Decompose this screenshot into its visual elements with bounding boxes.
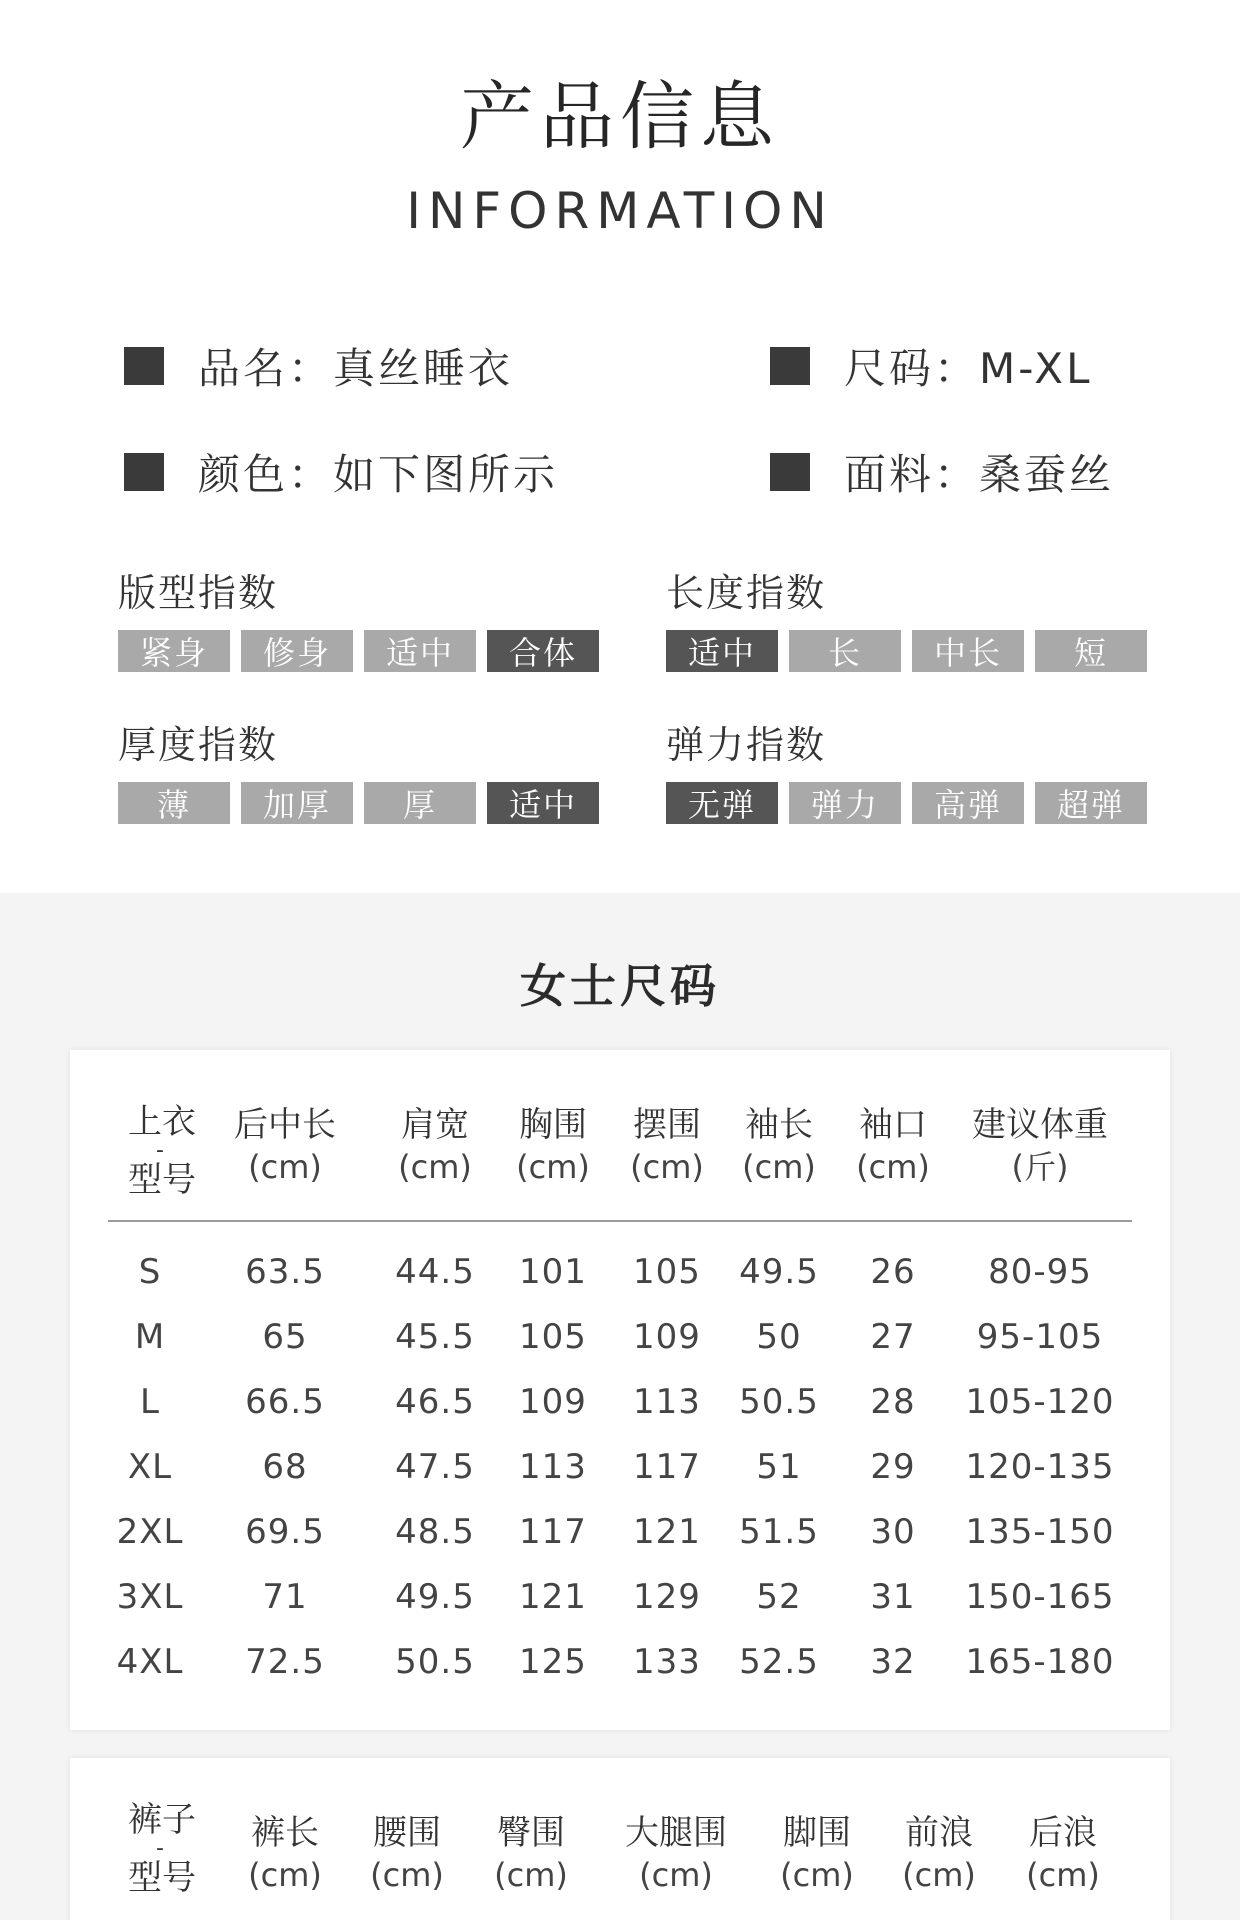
col-header-name: 肩宽: [401, 1105, 469, 1145]
index-chip: 薄: [118, 782, 230, 824]
col-header: [488, 1104, 618, 1188]
col-header: [596, 1812, 756, 1896]
index-chip: 弹力: [789, 782, 901, 824]
size-label-cell: XL: [127, 1447, 173, 1487]
index-chip: 修身: [241, 630, 353, 672]
col-header-unit: (cm): [856, 1148, 930, 1186]
col-header-name: 后浪: [1029, 1813, 1097, 1853]
square-bullet-icon: [770, 453, 810, 491]
col-header-unit: (cm): [902, 1856, 976, 1894]
info-item-label: 颜色：如下图所示: [198, 450, 559, 499]
col-header: [828, 1104, 958, 1188]
table-cell: 51: [756, 1447, 802, 1487]
table-cell: 69.5: [245, 1512, 325, 1552]
col-header-name: 前浪: [905, 1813, 973, 1853]
col-header-name: 摆围: [633, 1105, 701, 1145]
index-chip: 超弹: [1035, 782, 1147, 824]
table-cell: 49.5: [395, 1577, 475, 1617]
table-cell: 117: [519, 1512, 587, 1552]
table-cell: 117: [633, 1447, 701, 1487]
table-cell: 65: [262, 1317, 308, 1357]
size-section-title: 女士尺码: [520, 959, 720, 1013]
length-index-chips: [666, 630, 1147, 672]
col-header: [874, 1812, 1004, 1896]
table-cell: 113: [633, 1382, 701, 1422]
length-index-title: 长度指数: [666, 571, 827, 615]
info-item-label: 品名：真丝睡衣: [198, 344, 514, 393]
size-label-cell: S: [138, 1252, 162, 1292]
header-dash: -: [156, 1836, 164, 1861]
table-cell: 46.5: [395, 1382, 475, 1422]
table-cell: 50.5: [395, 1642, 475, 1682]
size-label-cell: 3XL: [116, 1577, 184, 1617]
col-header-unit: (cm): [248, 1856, 322, 1894]
col-header: [220, 1812, 350, 1896]
col-header-name: 后中长: [234, 1105, 336, 1145]
size-label-cell: L: [140, 1382, 160, 1422]
header-divider: [108, 1220, 1132, 1222]
header-line: 型号: [128, 1858, 196, 1898]
header-line: 上衣: [128, 1102, 196, 1142]
table-row: [70, 1240, 1170, 1304]
table-cell: 121: [519, 1577, 587, 1617]
table-cell: 105: [519, 1317, 587, 1357]
col-header-name: 建议体重: [972, 1105, 1108, 1145]
fit-index-chips: [118, 630, 599, 672]
col-header-name: 袖口: [859, 1105, 927, 1145]
table-cell: 105: [633, 1252, 701, 1292]
table-cell: 48.5: [395, 1512, 475, 1552]
table-cell: 50: [756, 1317, 802, 1357]
page-subtitle: INFORMATION: [406, 182, 834, 240]
col-header-unit: (cm): [516, 1148, 590, 1186]
col-header-name: 裤长: [251, 1813, 319, 1853]
fit-index-title: 版型指数: [118, 571, 279, 615]
table-cell: 72.5: [245, 1642, 325, 1682]
col-header-name: 脚围: [783, 1813, 851, 1853]
pants-table-first-header: [128, 1796, 196, 1902]
col-header-name: 大腿围: [625, 1813, 727, 1853]
elasticity-index-title: 弹力指数: [666, 723, 827, 767]
table-cell: 129: [633, 1577, 701, 1617]
col-header: [714, 1104, 844, 1188]
info-item-label: 尺码：M-XL: [844, 344, 1093, 393]
top-table-first-header: [128, 1098, 196, 1204]
col-header: [466, 1812, 596, 1896]
table-cell: 109: [519, 1382, 587, 1422]
table-cell: 66.5: [245, 1382, 325, 1422]
col-header-unit: (cm): [742, 1148, 816, 1186]
table-cell: 150-165: [965, 1577, 1115, 1617]
index-chip: 适中: [364, 630, 476, 672]
table-cell: 68: [262, 1447, 308, 1487]
info-item-size: [770, 336, 1092, 396]
col-header-name: 腰围: [373, 1813, 441, 1853]
size-label-cell: M: [134, 1317, 166, 1357]
table-cell: 28: [870, 1382, 916, 1422]
table-cell: 165-180: [965, 1642, 1115, 1682]
table-cell: 95-105: [976, 1317, 1104, 1357]
header-dash: -: [156, 1138, 164, 1163]
table-cell: 29: [870, 1447, 916, 1487]
col-header-unit: (cm): [630, 1148, 704, 1186]
col-header: [602, 1104, 732, 1188]
table-cell: 109: [633, 1317, 701, 1357]
col-header-name: 袖长: [745, 1105, 813, 1145]
table-cell: 52: [756, 1577, 802, 1617]
col-header-unit: (cm): [639, 1856, 713, 1894]
col-header: [370, 1104, 500, 1188]
table-row: [70, 1565, 1170, 1629]
index-chip-selected: 无弹: [666, 782, 778, 824]
table-cell: 50.5: [739, 1382, 819, 1422]
index-chip: 中长: [912, 630, 1024, 672]
index-chip-selected: 适中: [666, 630, 778, 672]
col-header-unit: (cm): [398, 1148, 472, 1186]
col-header-name: 臀围: [497, 1813, 565, 1853]
table-cell: 51.5: [739, 1512, 819, 1552]
thickness-index-chips: [118, 782, 599, 824]
header-line: 裤子: [128, 1800, 196, 1840]
pants-size-table: [70, 1758, 1170, 1920]
col-header-name: 胸围: [519, 1105, 587, 1145]
table-cell: 125: [519, 1642, 587, 1682]
col-header: [998, 1812, 1128, 1896]
col-header: [752, 1812, 882, 1896]
info-item-name: [124, 336, 513, 396]
thickness-index-title: 厚度指数: [118, 723, 279, 767]
table-cell: 80-95: [988, 1252, 1092, 1292]
table-cell: 30: [870, 1512, 916, 1552]
table-cell: 113: [519, 1447, 587, 1487]
col-header-unit: (斤): [1011, 1148, 1069, 1186]
table-cell: 120-135: [965, 1447, 1115, 1487]
table-cell: 44.5: [395, 1252, 475, 1292]
table-row: [70, 1370, 1170, 1434]
table-cell: 135-150: [965, 1512, 1115, 1552]
col-header-unit: (cm): [780, 1856, 854, 1894]
table-row: [70, 1500, 1170, 1564]
square-bullet-icon: [124, 347, 164, 385]
top-size-table: [70, 1050, 1170, 1730]
col-header-unit: (cm): [248, 1148, 322, 1186]
index-chip-selected: 适中: [487, 782, 599, 824]
index-chip: 长: [789, 630, 901, 672]
page-title: 产品信息: [460, 74, 780, 160]
index-chip-selected: 合体: [487, 630, 599, 672]
elasticity-index-chips: [666, 782, 1147, 824]
table-cell: 49.5: [739, 1252, 819, 1292]
col-header: [950, 1104, 1130, 1188]
info-item-color: [124, 442, 558, 502]
table-cell: 26: [870, 1252, 916, 1292]
table-row: [70, 1630, 1170, 1694]
index-chip: 紧身: [118, 630, 230, 672]
table-cell: 101: [519, 1252, 587, 1292]
table-cell: 32: [870, 1642, 916, 1682]
col-header-unit: (cm): [370, 1856, 444, 1894]
table-cell: 52.5: [739, 1642, 819, 1682]
table-cell: 63.5: [245, 1252, 325, 1292]
header-line: 型号: [128, 1160, 196, 1200]
table-cell: 105-120: [965, 1382, 1115, 1422]
col-header: [342, 1812, 472, 1896]
size-label-cell: 4XL: [116, 1642, 184, 1682]
index-chip: 短: [1035, 630, 1147, 672]
info-item-label: 面料：桑蚕丝: [844, 450, 1115, 499]
table-cell: 47.5: [395, 1447, 475, 1487]
table-cell: 71: [262, 1577, 308, 1617]
square-bullet-icon: [770, 347, 810, 385]
index-chip: 厚: [364, 782, 476, 824]
square-bullet-icon: [124, 453, 164, 491]
col-header-unit: (cm): [494, 1856, 568, 1894]
col-header-unit: (cm): [1026, 1856, 1100, 1894]
info-item-fabric: [770, 442, 1114, 502]
table-cell: 121: [633, 1512, 701, 1552]
index-chip: 高弹: [912, 782, 1024, 824]
table-row: [70, 1435, 1170, 1499]
table-cell: 45.5: [395, 1317, 475, 1357]
table-cell: 27: [870, 1317, 916, 1357]
size-label-cell: 2XL: [116, 1512, 184, 1552]
col-header: [220, 1104, 350, 1188]
table-cell: 133: [633, 1642, 701, 1682]
table-cell: 31: [870, 1577, 916, 1617]
index-chip: 加厚: [241, 782, 353, 824]
table-row: [70, 1305, 1170, 1369]
